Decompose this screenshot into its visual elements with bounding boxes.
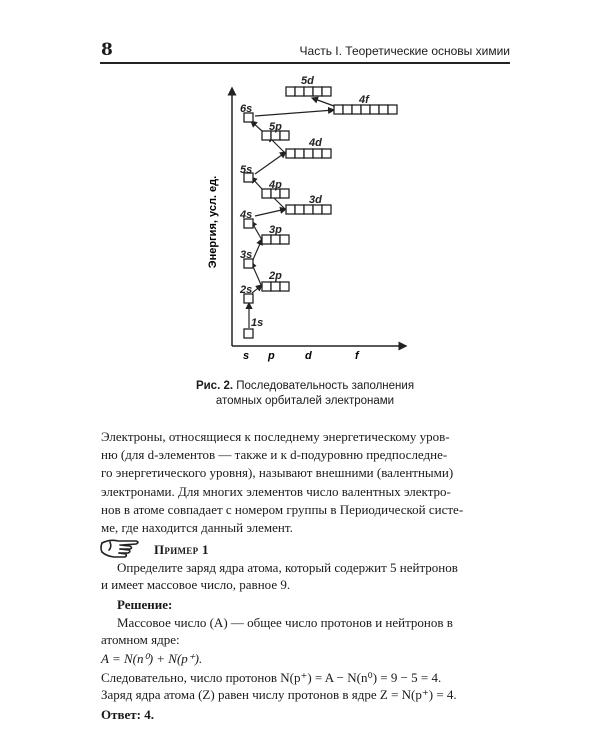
- x-label-f: f: [355, 350, 359, 362]
- running-head: Часть I. Теоретические основы химии: [299, 44, 510, 58]
- arrow-2s-2p: [252, 285, 262, 293]
- label-4d: 4d: [309, 137, 322, 149]
- orbital-cell-3d: [322, 205, 331, 214]
- orbital-cell-4f: [334, 105, 343, 114]
- label-3p: 3p: [269, 224, 282, 236]
- label-4s: 4s: [240, 209, 253, 221]
- paragraph-line: го энергетического уровня), называют внешними (валентными): [101, 465, 454, 481]
- x-label-d: d: [305, 350, 312, 362]
- label-2s: 2s: [240, 284, 253, 296]
- orbital-cell-5d: [295, 87, 304, 96]
- definition-line-2: атомном ядре:: [101, 632, 180, 647]
- charge-line: Заряд ядра атома (Z) равен числу протонов в ядре Z = N(p⁺) = 4.: [101, 687, 457, 702]
- x-label-s: s: [243, 350, 250, 362]
- label-4f: 4f: [359, 94, 369, 106]
- orbital-cell-5d: [304, 87, 313, 96]
- example-title: Пример 1: [154, 542, 209, 557]
- orbital-cell-3p: [271, 235, 280, 244]
- x-label-p: p: [268, 350, 275, 362]
- label-3s: 3s: [240, 249, 253, 261]
- orbital-cell-4d: [286, 149, 295, 158]
- orbital-cell-5d: [322, 87, 331, 96]
- label-5p: 5p: [269, 121, 282, 133]
- mass-number-formula: A = N(n⁰) + N(p⁺).: [101, 651, 203, 666]
- orbital-cell-3d: [304, 205, 313, 214]
- answer: Ответ: 4.: [101, 707, 155, 722]
- orbital-cell-4f: [388, 105, 397, 114]
- orbital-cell-3p: [262, 235, 271, 244]
- header-rule: [100, 62, 510, 64]
- arrow-6s-4f: [255, 110, 334, 116]
- orbital-cell-3d: [313, 205, 322, 214]
- paragraph-line: ню (для d-элементов — также и к d-подуровню предпоследне-: [101, 447, 448, 463]
- caption-line-1: Последовательность заполнения: [236, 380, 415, 392]
- orbital-cell-4f: [352, 105, 361, 114]
- arrow-4s-3d: [255, 209, 286, 216]
- caption-line-2: атомных орбиталей электронами: [215, 395, 395, 407]
- orbital-cells: [244, 87, 397, 338]
- orbital-cell-4d: [313, 149, 322, 158]
- task-line-2: и имеет массовое число, равное 9.: [101, 577, 291, 592]
- paragraph-line: нов в атоме совпадает с номером группы в Периодической систе-: [101, 501, 464, 517]
- orbital-cell-2p: [262, 282, 271, 291]
- orbital-cell-4f: [343, 105, 352, 114]
- orbital-cell-5d: [313, 87, 322, 96]
- y-axis-label: Энергия, усл. ед.: [207, 175, 219, 269]
- label-3d: 3d: [309, 194, 322, 206]
- orbital-cell-3p: [280, 235, 289, 244]
- paragraph-line: Электроны, относящиеся к последнему энергетическому уров-: [101, 429, 450, 444]
- orbital-cell-4f: [361, 105, 370, 114]
- orbital-cell-4f: [379, 105, 388, 114]
- orbital-cell-5d: [286, 87, 295, 96]
- label-5s: 5s: [240, 164, 253, 176]
- orbital-cell-3d: [286, 205, 295, 214]
- figure-caption: [180, 379, 430, 409]
- label-2p: 2p: [269, 270, 282, 282]
- paragraph-line: ме, где находится данный элемент.: [101, 520, 293, 536]
- orbital-cell-4d: [295, 149, 304, 158]
- orbital-cell-2p: [280, 282, 289, 291]
- label-1s: 1s: [251, 317, 264, 329]
- solution-label: Решение:: [117, 597, 173, 612]
- orbital-cell-4d: [304, 149, 313, 158]
- page-number: 8: [101, 40, 113, 60]
- orbital-cell-1s: [244, 329, 253, 338]
- task-line-1: Определите заряд ядра атома, который содержит 5 нейтронов: [117, 560, 458, 575]
- orbital-cell-2p: [271, 282, 280, 291]
- caption-label: Рис. 2.: [195, 380, 234, 392]
- calculation-line: Следовательно, число протонов N(p⁺) = A − N(n⁰) = 9 − 5 = 4.: [101, 670, 442, 685]
- orbital-cell-4f: [370, 105, 379, 114]
- arrow-4f-5d: [312, 98, 334, 106]
- orbital-filling-diagram: [200, 72, 420, 367]
- pointing-hand-icon: [100, 535, 142, 561]
- arrow-5s-4d: [255, 152, 286, 174]
- paragraph-line: электронами. Для многих элементов число валентных электро-: [101, 483, 451, 499]
- label-5d: 5d: [301, 75, 314, 87]
- label-6s: 6s: [240, 103, 253, 115]
- orbital-cell-3d: [295, 205, 304, 214]
- orbital-cell-4d: [322, 149, 331, 158]
- label-4p: 4p: [269, 179, 282, 191]
- valence-paragraph: [101, 428, 515, 537]
- definition-line-1: Массовое число (A) — общее число протонов и нейтронов в: [117, 615, 453, 630]
